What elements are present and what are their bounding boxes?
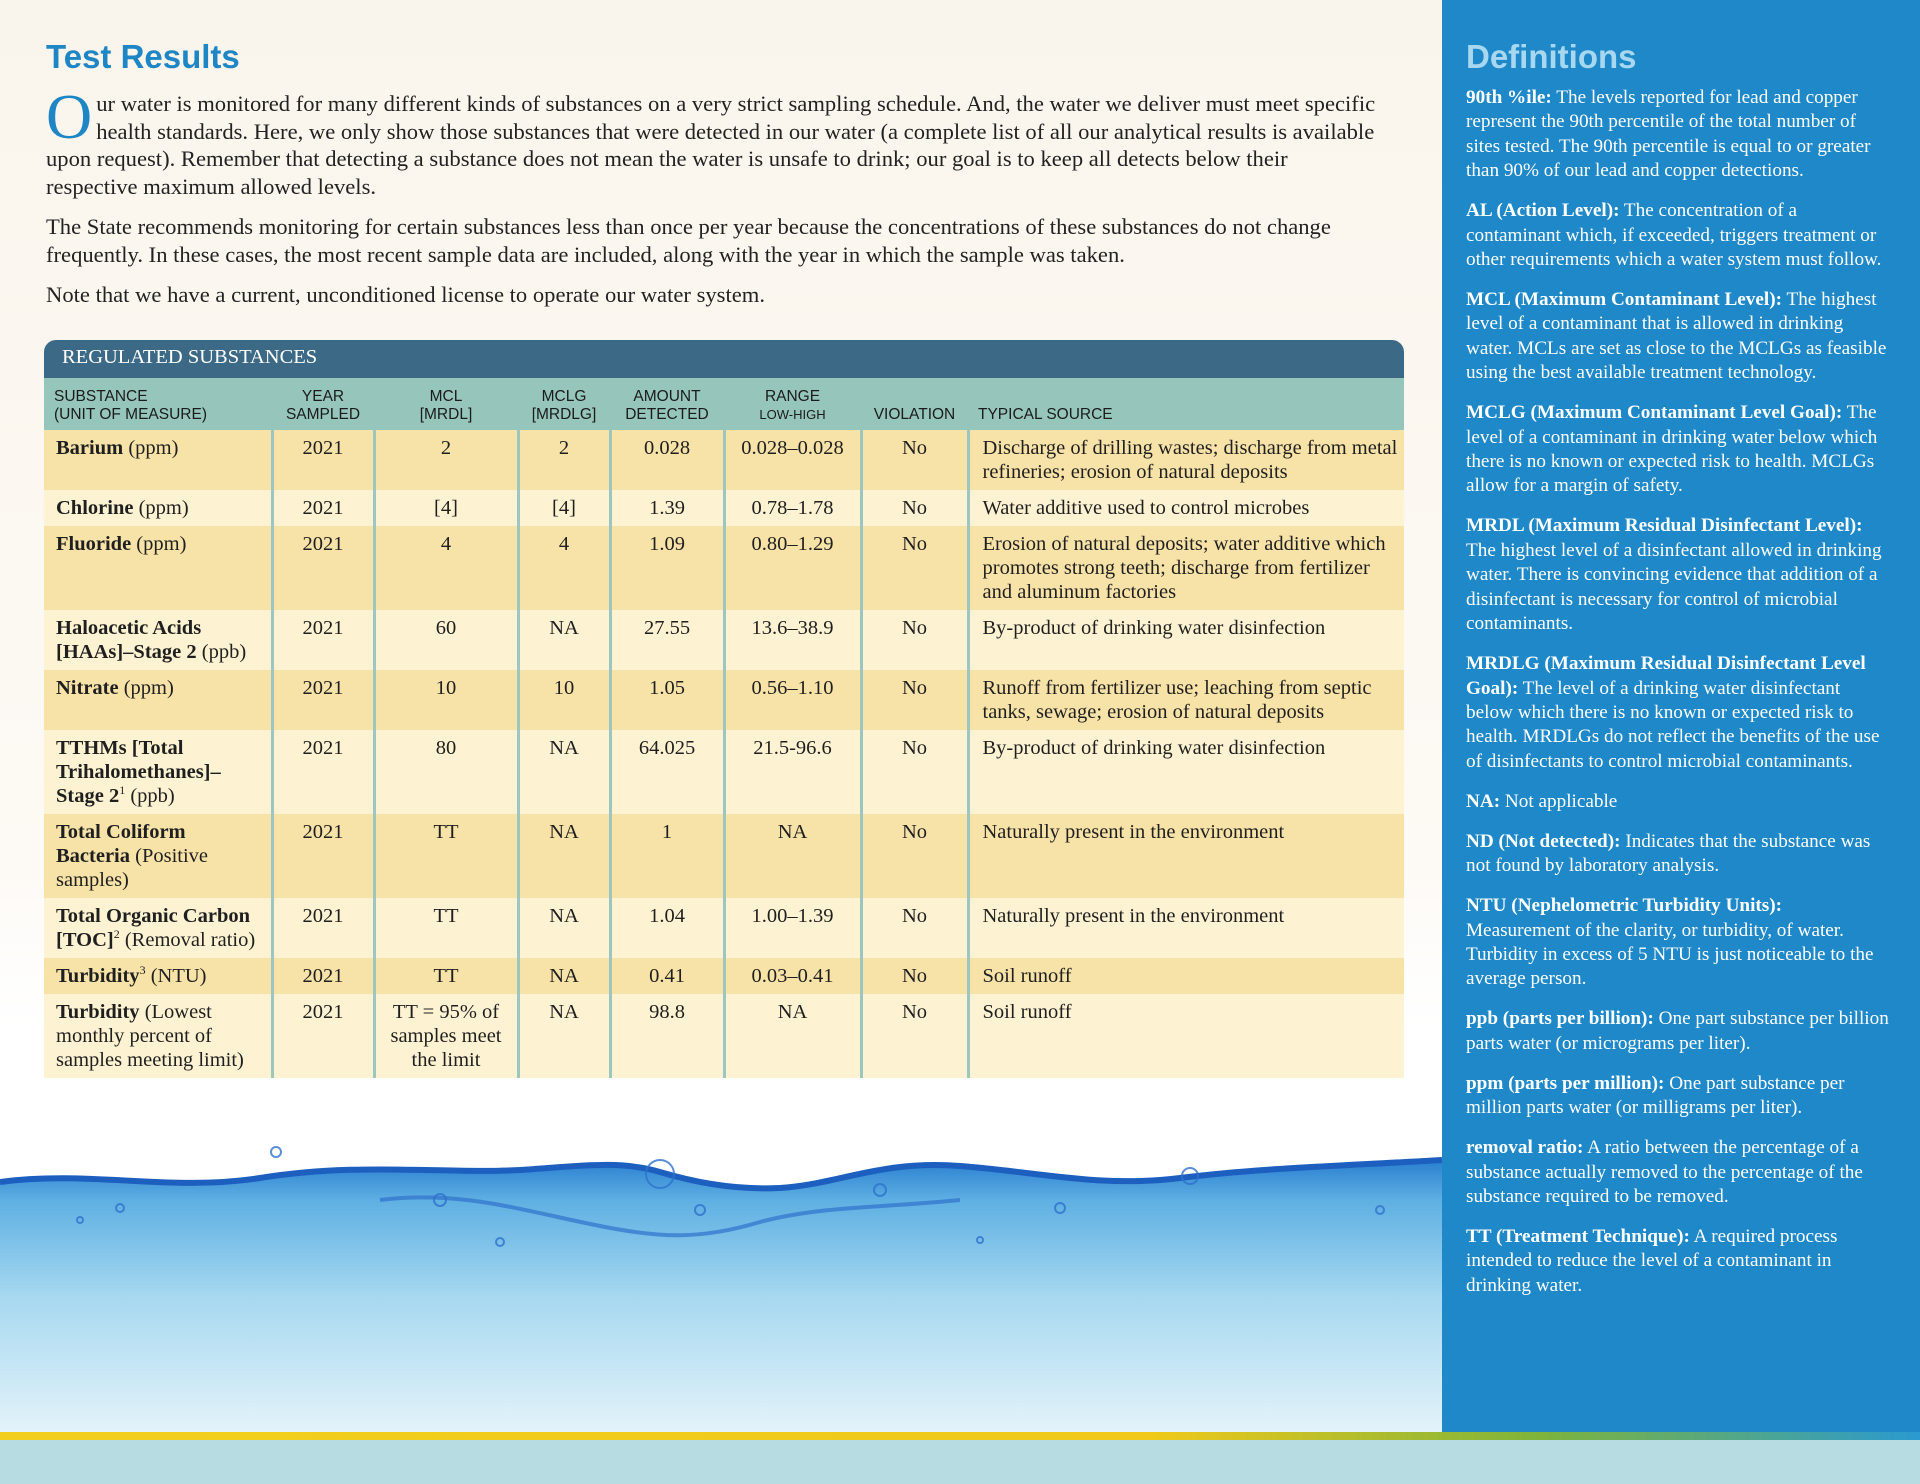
- cell-source: Soil runoff: [982, 965, 1072, 987]
- definitions-panel: [1442, 0, 1920, 1432]
- table-title: REGULATED SUBSTANCES: [44, 340, 1404, 378]
- cell-substance: Turbidity (Lowest monthly percent of samples meeting limit): [44, 994, 272, 1078]
- definition-text: Indicates that the substance was not found by laboratory analysis.: [1466, 830, 1871, 877]
- definition-term: 90th %ile:: [1466, 87, 1552, 108]
- cell-year: 2021: [272, 730, 374, 814]
- definitions-title: Definitions: [1466, 38, 1637, 75]
- cell-range: 13.6–38.9: [724, 610, 861, 670]
- cell-amount: 1: [610, 814, 724, 898]
- cell-year: 2021: [272, 994, 374, 1078]
- cell-violation: No: [861, 670, 968, 730]
- definition-term: NA:: [1466, 790, 1501, 812]
- col-header-mclg: MCLG [MRDLG]: [531, 388, 597, 423]
- cell-source: Discharge of drilling wastes; discharge from metal refineries; erosion of natural deposits: [982, 437, 1398, 483]
- cell-violation: No: [861, 730, 968, 814]
- footer-stripe: [0, 1432, 1920, 1440]
- definitions-list: [1466, 86, 1890, 1298]
- definition-term: removal ratio:: [1466, 1137, 1584, 1159]
- definition-item: [1466, 1225, 1890, 1298]
- cell-amount: 0.41: [610, 958, 724, 994]
- definition-term: MRDLG (Maximum Residual Disinfectant Level Goal):: [1466, 653, 1866, 699]
- definition-term: MCLG (Maximum Contaminant Level Goal):: [1466, 402, 1843, 424]
- cell-range: 0.028–0.028: [724, 430, 861, 490]
- definition-item: [1466, 514, 1890, 636]
- table-header-row: [44, 378, 1404, 430]
- cell-mclg: NA: [518, 958, 610, 994]
- cell-violation: No: [861, 814, 968, 898]
- table-row: [44, 958, 1404, 994]
- intro-paragraph-2: The State recommends monitoring for certain substances less than once per year because the concentrations of these substances do not change frequently. In these cases, the most recent sample data are included, along with the year in which the sample was taken.: [46, 214, 1331, 267]
- definition-item: [1466, 830, 1890, 879]
- definition-item: [1466, 1072, 1890, 1121]
- definition-text: A required process intended to reduce the level of a contaminant in drinking water.: [1466, 1225, 1838, 1296]
- cell-mcl: TT: [374, 814, 518, 898]
- definition-item: [1466, 652, 1890, 774]
- definition-text: A ratio between the percentage of a substance actually removed to the percentage of the substance required to be removed.: [1466, 1137, 1863, 1207]
- cell-source: Naturally present in the environment: [982, 905, 1285, 927]
- cell-year: 2021: [272, 958, 374, 994]
- cell-amount: 1.05: [610, 670, 724, 730]
- cell-violation: No: [861, 958, 968, 994]
- definition-text: The level of a drinking water disinfectant below which there is no known or expected risk to health. MRDLGs do not reflect the benefits of the use of disinfectants to control microbial contaminants.: [1466, 677, 1880, 772]
- cell-year: 2021: [272, 490, 374, 526]
- definition-term: NTU (Nephelometric Turbidity Units):: [1466, 895, 1783, 917]
- cell-mcl: 60: [374, 610, 518, 670]
- cell-mclg: NA: [518, 730, 610, 814]
- cell-mcl: 80: [374, 730, 518, 814]
- cell-mcl: TT: [374, 898, 518, 958]
- table-row: [44, 670, 1404, 730]
- cell-amount: 1.04: [610, 898, 724, 958]
- table-row: [44, 490, 1404, 526]
- intro-paragraph-1: Our water is monitored for many different kinds of substances on a very strict sampling schedule. And, the water we deliver must meet specific health standards. Here, we only show those substances that were detected in our water (a complete list of all our analytical results is available upon request). Remember that detecting a substance does not mean the water is unsafe to drink; our goal is to keep all detects below their respective maximum allowed levels.: [46, 81, 1376, 199]
- definition-term: MCL (Maximum Contaminant Level):: [1466, 289, 1783, 311]
- table-row: [44, 994, 1404, 1078]
- cell-source: Erosion of natural deposits; water additive which promotes strong teeth; discharge from fertilizer and aluminum factories: [982, 533, 1386, 603]
- cell-source: By-product of drinking water disinfection: [982, 737, 1326, 759]
- definition-text: The levels reported for lead and copper represent the 90th percentile of the total number of sites tested. The 90th percentile is equal to or greater than 90% of our lead and copper detections.: [1466, 87, 1871, 182]
- cell-year: 2021: [272, 670, 374, 730]
- cell-amount: 0.028: [610, 430, 724, 490]
- table-row: [44, 898, 1404, 958]
- col-header-year: YEAR SAMPLED: [285, 388, 361, 423]
- definition-text: The level of a contaminant in drinking water below which there is no known or expected risk to health. MCLGs allow for a margin of safety.: [1466, 402, 1878, 497]
- cell-substance: Haloacetic Acids [HAAs]–Stage 2 (ppb): [44, 610, 272, 670]
- cell-substance: TTHMs [Total Trihalomethanes]– Stage $2^1$ (ppb): [44, 730, 272, 814]
- cell-range: 1.00–1.39: [724, 898, 861, 958]
- intro-text: [46, 81, 1384, 322]
- definition-text: One part substance per billion parts water (or micrograms per liter).: [1466, 1008, 1889, 1054]
- cell-mclg: 10: [518, 670, 610, 730]
- cell-mcl: 2: [374, 430, 518, 490]
- col-header-source: TYPICAL SOURCE: [978, 406, 1113, 423]
- cell-mclg: NA: [518, 814, 610, 898]
- definition-term: ppb (parts per billion):: [1466, 1008, 1654, 1030]
- definition-item: [1466, 1136, 1890, 1209]
- table-row: [44, 814, 1404, 898]
- intro-paragraph-3: Note that we have a current, unconditioned license to operate our water system.: [46, 282, 765, 307]
- cell-range: 0.56–1.10: [724, 670, 861, 730]
- cell-year: 2021: [272, 814, 374, 898]
- cell-substance: Total Coliform Bacteria (Positive samples): [44, 814, 272, 898]
- page-title: Test Results: [46, 38, 240, 75]
- cell-source: By-product of drinking water disinfection: [982, 617, 1326, 639]
- table-body: [44, 430, 1404, 1078]
- cell-violation: No: [861, 610, 968, 670]
- regulated-substances-table: [44, 340, 1404, 1078]
- definition-item: [1466, 86, 1890, 184]
- cell-amount: 1.39: [610, 490, 724, 526]
- cell-mclg: 4: [518, 526, 610, 610]
- cell-mcl: [4]: [374, 490, 518, 526]
- cell-substance: Nitrate (ppm): [44, 670, 272, 730]
- definition-item: [1466, 894, 1890, 992]
- definition-item: [1466, 790, 1890, 814]
- table-row: [44, 730, 1404, 814]
- cell-year: 2021: [272, 898, 374, 958]
- col-header-substance: SUBSTANCE (UNIT OF MEASURE): [54, 388, 207, 423]
- table-row: [44, 430, 1404, 490]
- cell-substance: Chlorine (ppm): [44, 490, 272, 526]
- definition-text: Not applicable: [1500, 790, 1618, 812]
- definition-item: [1466, 1007, 1890, 1056]
- cell-substance: Total Organic Carbon [TOC]$^2$ (Removal ratio): [44, 898, 272, 958]
- table-row: [44, 526, 1404, 610]
- cell-range: NA: [724, 814, 861, 898]
- cell-mclg: NA: [518, 994, 610, 1078]
- cell-range: 0.03–0.41: [724, 958, 861, 994]
- cell-source: Soil runoff: [982, 1001, 1072, 1023]
- table-row: [44, 610, 1404, 670]
- definition-term: ND (Not detected):: [1466, 830, 1621, 852]
- definition-text: The highest level of a disinfectant allowed in drinking water. There is convincing evidence that addition of a disinfectant is necessary for control of microbial contaminants.: [1466, 539, 1882, 635]
- definition-term: AL (Action Level):: [1466, 200, 1620, 222]
- cell-amount: 98.8: [610, 994, 724, 1078]
- cell-range: 21.5-96.6: [724, 730, 861, 814]
- cell-year: 2021: [272, 610, 374, 670]
- definition-item: [1466, 199, 1890, 272]
- cell-substance: Barium (ppm): [44, 430, 272, 490]
- cell-range: NA: [724, 994, 861, 1078]
- cell-substance: Turbidity$^3$ (NTU): [44, 958, 272, 994]
- cell-amount: 1.09: [610, 526, 724, 610]
- cell-mclg: NA: [518, 898, 610, 958]
- definition-item: [1466, 288, 1890, 386]
- col-header-mcl: MCL [MRDL]: [419, 388, 473, 423]
- cell-source: Naturally present in the environment: [982, 821, 1285, 843]
- cell-mclg: 2: [518, 430, 610, 490]
- definition-text: Measurement of the clarity, or turbidity, of water. Turbidity in excess of 5 NTU is just noticeable to the average person.: [1466, 919, 1874, 990]
- definition-text: The concentration of a contaminant which, if exceeded, triggers treatment or other requirements which a water system must follow.: [1466, 200, 1882, 271]
- cell-violation: No: [861, 898, 968, 958]
- col-header-range: RANGE LOW-HIGH: [759, 388, 826, 422]
- definition-term: MRDL (Maximum Residual Disinfectant Level):: [1466, 515, 1863, 537]
- water-wave-illustration: [0, 1130, 1442, 1432]
- cell-source: Runoff from fertilizer use; leaching from septic tanks, sewage; erosion of natural deposits: [982, 677, 1372, 723]
- footer-band: [0, 1440, 1920, 1484]
- cell-mclg: [4]: [518, 490, 610, 526]
- definition-text: One part substance per million parts water (or milligrams per liter).: [1466, 1072, 1845, 1119]
- definition-term: TT (Treatment Technique):: [1466, 1225, 1690, 1247]
- substances-table: [44, 378, 1404, 1078]
- cell-amount: 64.025: [610, 730, 724, 814]
- cell-range: 0.80–1.29: [724, 526, 861, 610]
- cell-year: 2021: [272, 526, 374, 610]
- cell-substance: Fluoride (ppm): [44, 526, 272, 610]
- definition-text: The highest level of a contaminant that is allowed in drinking water. MCLs are set as close to the MCLGs as feasible using the best available treatment technology.: [1466, 289, 1887, 384]
- cell-violation: No: [861, 490, 968, 526]
- cell-mcl: TT: [374, 958, 518, 994]
- col-header-violation: VIOLATION: [873, 406, 956, 423]
- cell-range: 0.78–1.78: [724, 490, 861, 526]
- cell-source: Water additive used to control microbes: [982, 497, 1310, 519]
- cell-violation: No: [861, 526, 968, 610]
- cell-violation: No: [861, 994, 968, 1078]
- cell-mclg: NA: [518, 610, 610, 670]
- col-header-amount: AMOUNT DETECTED: [625, 388, 709, 423]
- cell-mcl: 10: [374, 670, 518, 730]
- cell-amount: 27.55: [610, 610, 724, 670]
- cell-mcl: TT = 95% of samples meet the limit: [374, 994, 518, 1078]
- cell-violation: No: [861, 430, 968, 490]
- cell-mcl: 4: [374, 526, 518, 610]
- definition-term: ppm (parts per million):: [1466, 1072, 1665, 1094]
- definition-item: [1466, 401, 1890, 499]
- cell-year: 2021: [272, 430, 374, 490]
- drop-cap: O: [46, 81, 93, 152]
